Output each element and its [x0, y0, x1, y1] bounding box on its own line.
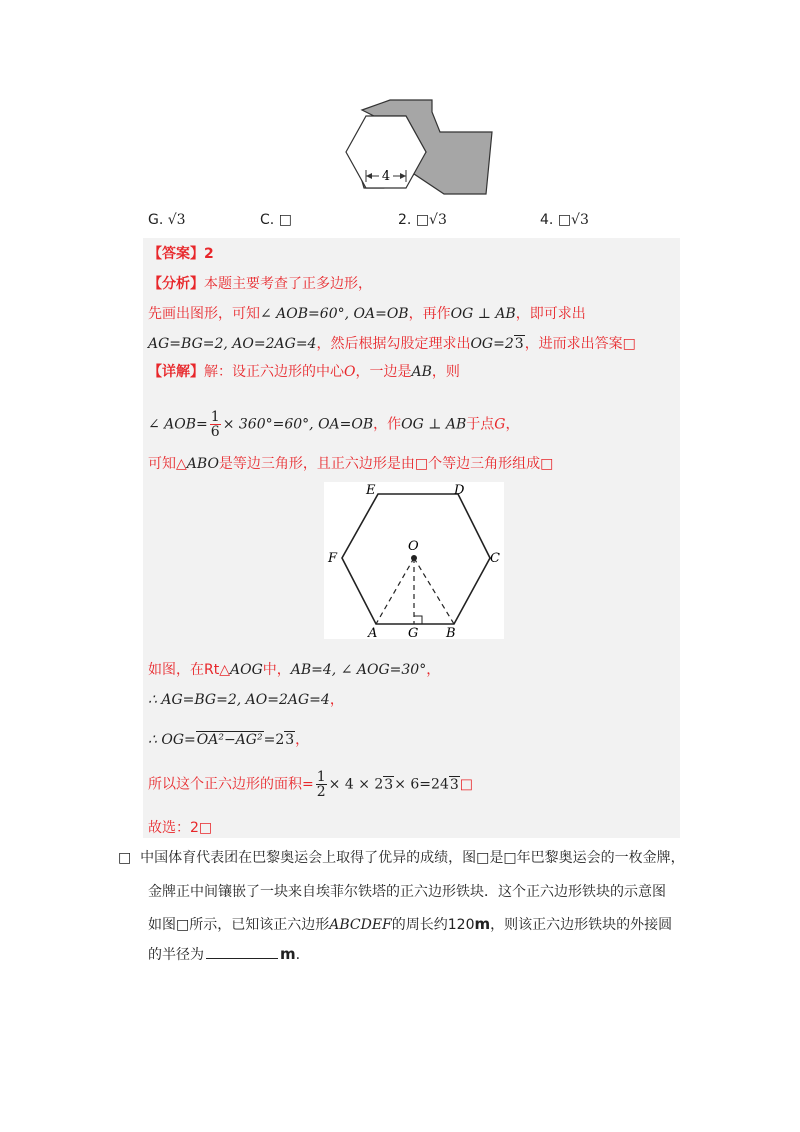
question-line-2: 金牌正中间镶嵌了一块来自埃菲尔铁塔的正六边形铁块．这个正六边形铁块的示意图: [148, 884, 666, 900]
analysis-line-2: 先画出图形，可知∠ AOB=60°, OA=OB，再作OG ⊥ AB，即可求出: [148, 306, 586, 322]
wrench-dimension-label: 4: [381, 169, 391, 184]
hex-label-b: B: [446, 626, 456, 639]
choice-line: 故选：2□: [148, 820, 213, 836]
hexagon-figure: [324, 482, 504, 639]
angle-line: ∠ AOB= $\frac{1}{6}$ × 360°=60°, OA=OB，作OG ⊥ AB于点G，: [148, 409, 520, 440]
option-2: 2. □√3: [398, 212, 447, 228]
option-c: C. □: [260, 212, 292, 228]
option-4: 4. □√3: [540, 212, 589, 228]
hex-label-o: O: [408, 539, 419, 554]
rt-triangle-line: 如图，在Rt△AOG中，AB=4, ∠ AOG=30°，: [148, 662, 441, 678]
answer-tag: 【答案】2: [148, 246, 214, 262]
hex-label-g: G: [408, 626, 419, 639]
area-line: 所以这个正六边形的面积= $\frac{1}{2}$ × 4 × 23× 6=243□: [148, 769, 474, 800]
detail-line: 【详解】解：设正六边形的中心O，一边是AB，则: [148, 364, 460, 380]
question-line-4: 的半径为 m.: [148, 945, 301, 963]
question-line-3: 如图□所示，已知该正六边形ABCDEF的周长约120m，则该正六边形铁块的外接圆: [148, 915, 673, 933]
hex-label-e: E: [366, 483, 376, 498]
question-number: □: [118, 850, 132, 866]
hex-label-f: F: [328, 551, 338, 566]
option-g: G. √3: [148, 212, 186, 228]
wrench-figure: [340, 92, 500, 204]
therefore-line-1: ∴ AG=BG=2, AO=2AG=4，: [148, 692, 344, 708]
hex-label-d: D: [454, 483, 465, 498]
analysis-line: 【分析】本题主要考查了正多边形，: [148, 276, 372, 292]
hex-label-a: A: [368, 626, 378, 639]
question-line-1: □ 中国体育代表团在巴黎奥运会上取得了优异的成绩，图□是□年巴黎奥运会的一枚金牌，: [118, 850, 685, 866]
hex-label-c: C: [490, 551, 500, 566]
analysis-line-3: AG=BG=2, AO=2AG=4，然后根据勾股定理求出OG=23，进而求出答案□: [148, 336, 636, 352]
answer-blank[interactable]: [206, 944, 278, 959]
equilateral-line: 可知△ABO是等边三角形，且正六边形是由□个等边三角形组成□: [148, 456, 554, 472]
therefore-line-2: ∴ OG=OA²−AG²=23，: [148, 732, 310, 748]
